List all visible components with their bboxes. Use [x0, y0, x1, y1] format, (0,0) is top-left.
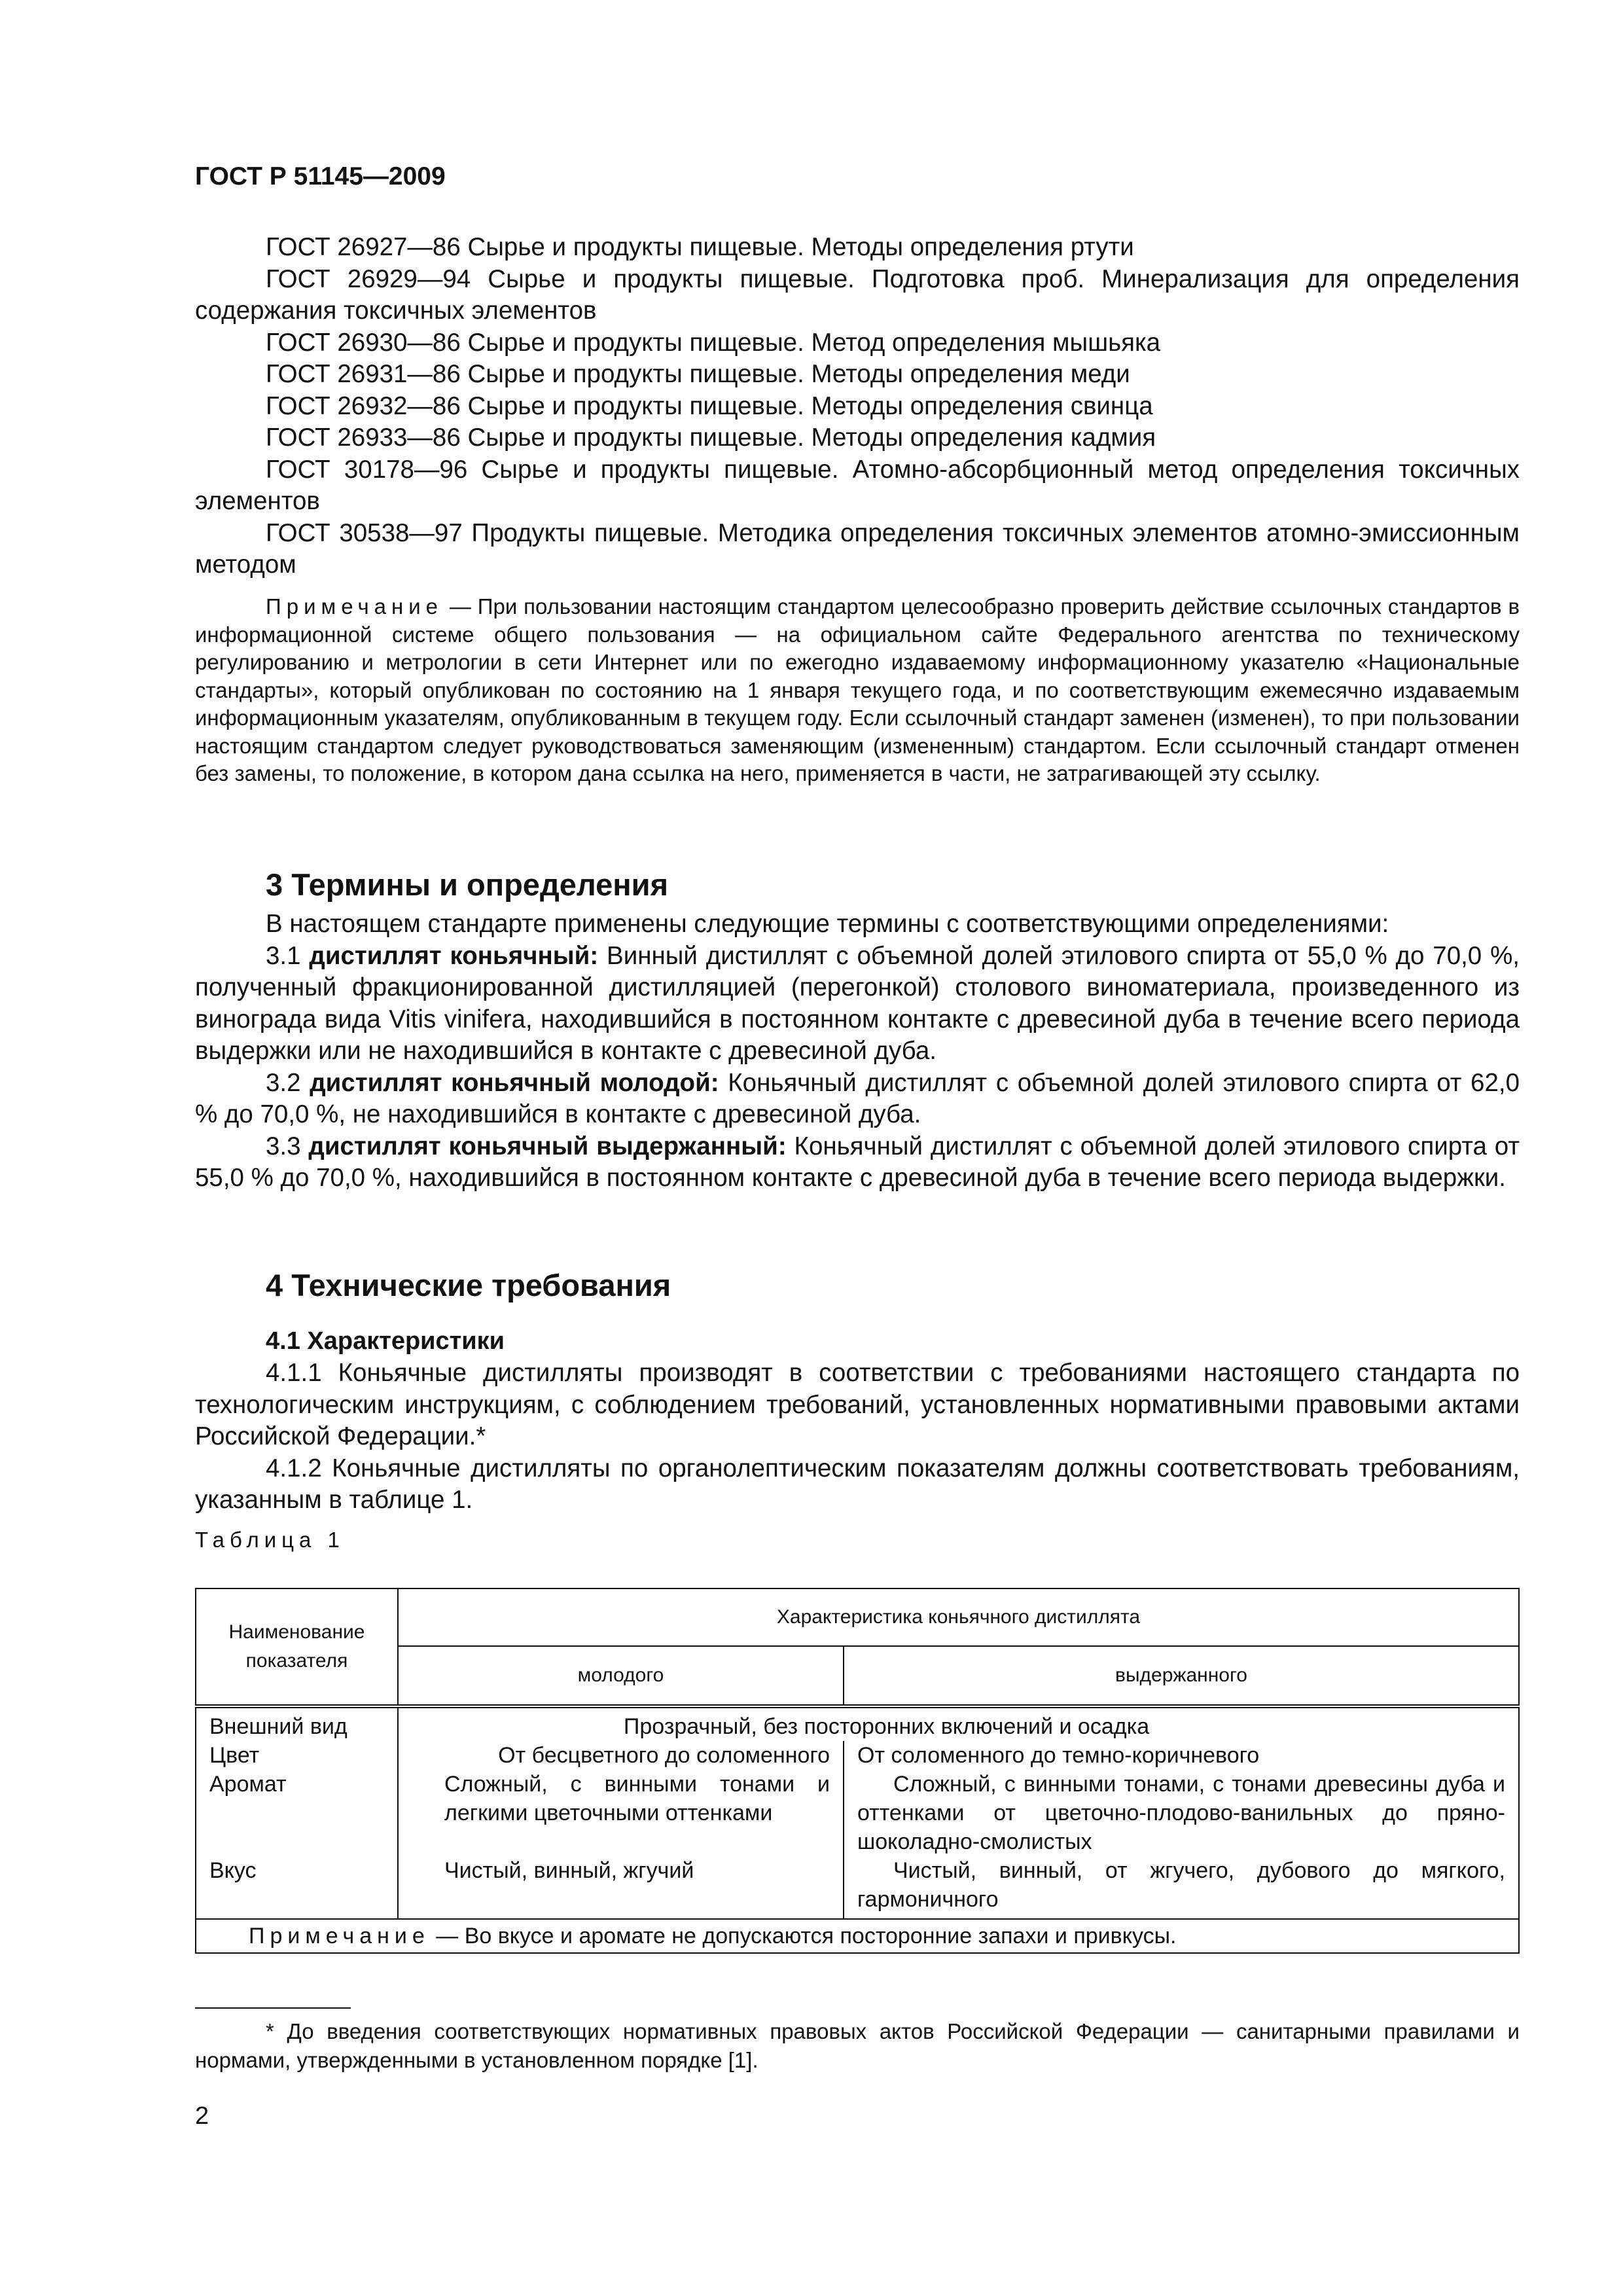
row-aged: Чистый, винный, от жгучего, дубового до мягкого, гармоничного: [844, 1856, 1519, 1919]
paragraph-4-1-1: 4.1.1 Коньячные дистилляты производят в соответствии с требованиями настоящего стандарта по технологическим инструкциям, с соблюдением требований, установленных нормативными правовыми актами Российской Федерации.*: [195, 1359, 1520, 1450]
page-number: 2: [195, 2102, 209, 2130]
table-note: Примечание — Во вкусе и аромате не допускаются посторонние запахи и привкусы.: [196, 1919, 1519, 1953]
header-young: молодого: [398, 1646, 844, 1706]
paragraph-4-1-2: 4.1.2 Коньячные дистилляты по органолептическим показателям должны соответствовать требованиям, указанным в таблице 1.: [195, 1454, 1520, 1514]
row-name: Вкус: [196, 1856, 398, 1919]
term-3-1: 3.1 дистиллят коньячный: Винный дистиллят с объемной долей этилового спирта от 55,0 % до 70,0 %, полученный фракционированной дистилляцией (перегонкой) столового виноматериала, произведенного из винограда вида Vitis vinifera, находившийся в постоянном контакте с древесиной дуба в течение всего периода выдержки или не находившийся в контакте с древесиной дуба.: [195, 941, 1520, 1065]
reference-item: ГОСТ 30538—97 Продукты пищевые. Методика определения токсичных элементов атомно-эмиссионным методом: [195, 518, 1520, 579]
term-3-2: 3.2 дистиллят коньячный молодой: Коньячный дистиллят с объемной долей этилового спирта от 62,0 % до 70,0 %, не находившийся в контакте с древесиной дуба.: [195, 1068, 1520, 1128]
reference-item: ГОСТ 26929—94 Сырье и продукты пищевые. Подготовка проб. Минерализация для определения содержания токсичных элементов: [195, 264, 1520, 325]
row-aged: От соломенного до темно-коричневого: [844, 1741, 1519, 1770]
row-name: Аромат: [196, 1770, 398, 1856]
header-indicator: Наименование показателя: [196, 1588, 398, 1706]
document-header: ГОСТ Р 51145—2009: [195, 162, 446, 190]
footnote-divider: [195, 2007, 351, 2009]
row-aged: Сложный, с винными тонами, с тонами древесины дуба и оттенками от цветочно-плодово-ванильных до пряно-шоколадно-смолистых: [844, 1770, 1519, 1856]
section-4-title: 4 Технические требования: [266, 1268, 671, 1302]
table-caption: Таблица 1: [195, 1527, 345, 1552]
header-group: Характеристика коньячного дистиллята: [398, 1588, 1519, 1646]
reference-item: ГОСТ 26933—86 Сырье и продукты пищевые. Методы определения кадмия: [266, 423, 1156, 452]
section-3-title: 3 Термины и определения: [266, 867, 668, 902]
term-3-3: 3.3 дистиллят коньячный выдержанный: Коньячный дистиллят с объемной долей этилового спирта от 55,0 % до 70,0 %, находившийся в постоянном контакте с древесиной дуба в течение всего периода выдержки.: [195, 1132, 1520, 1192]
normative-references: [195, 232, 1520, 581]
row-both: Прозрачный, без посторонних включений и осадка: [398, 1706, 1519, 1741]
references-note: [195, 593, 1520, 788]
reference-item: ГОСТ 26932—86 Сырье и продукты пищевые. Методы определения свинца: [266, 391, 1153, 420]
reference-item: ГОСТ 26931—86 Сырье и продукты пищевые. Методы определения меди: [266, 360, 1130, 388]
reference-item: ГОСТ 26930—86 Сырье и продукты пищевые. Метод определения мышьяка: [266, 328, 1161, 357]
section-3: [195, 865, 1520, 1194]
note-text: — При пользовании настоящим стандартом целесообразно проверить действие ссылочных стандартов в информационной системе общего пользования — на официальном сайте Федерального агентства по техническому регулированию и метрологии в сети Интернет или по ежегодно издаваемому информационному указателю «Национальные стандарты», который опубликован по состоянию на 1 января текущего года, и по соответствующим ежемесячно издаваемым информационным указателям, опубликованным в текущем году. Если ссылочный стандарт заменен (изменен), то при пользовании настоящим стандартом следует руководствоваться заменяющим (измененным) стандартом. Если ссылочный стандарт отменен без замены, то положение, в котором дана ссылка на него, применяется в части, не затрагивающей эту ссылку.: [195, 594, 1520, 785]
row-young: Сложный, с винными тонами и легкими цветочными оттенками: [398, 1770, 844, 1856]
row-name: Цвет: [196, 1741, 398, 1770]
footnote: * До введения соответствующих нормативных правовых актов Российской Федерации — санитарными правилами и нормами, утвержденными в установленном порядке [1].: [195, 2019, 1520, 2072]
header-aged: выдержанного: [844, 1646, 1519, 1706]
row-young: Чистый, винный, жгучий: [398, 1856, 844, 1919]
reference-item: ГОСТ 30178—96 Сырье и продукты пищевые. Атомно-абсорбционный метод определения токсичных элементов: [195, 455, 1520, 515]
row-name: Внешний вид: [196, 1706, 398, 1741]
row-young: От бесцветного до соломенного: [398, 1741, 844, 1770]
note-label: Примечание: [266, 594, 444, 619]
section-4: [195, 1266, 1520, 1556]
section-3-intro: В настоящем стандарте применены следующие термины с соответствующими определениями:: [266, 910, 1389, 938]
subsection-4-1-title: 4.1 Характеристики: [266, 1327, 505, 1355]
organoleptic-table: [195, 1588, 1520, 1954]
reference-item: ГОСТ 26927—86 Сырье и продукты пищевые. Методы определения ртути: [266, 233, 1134, 261]
